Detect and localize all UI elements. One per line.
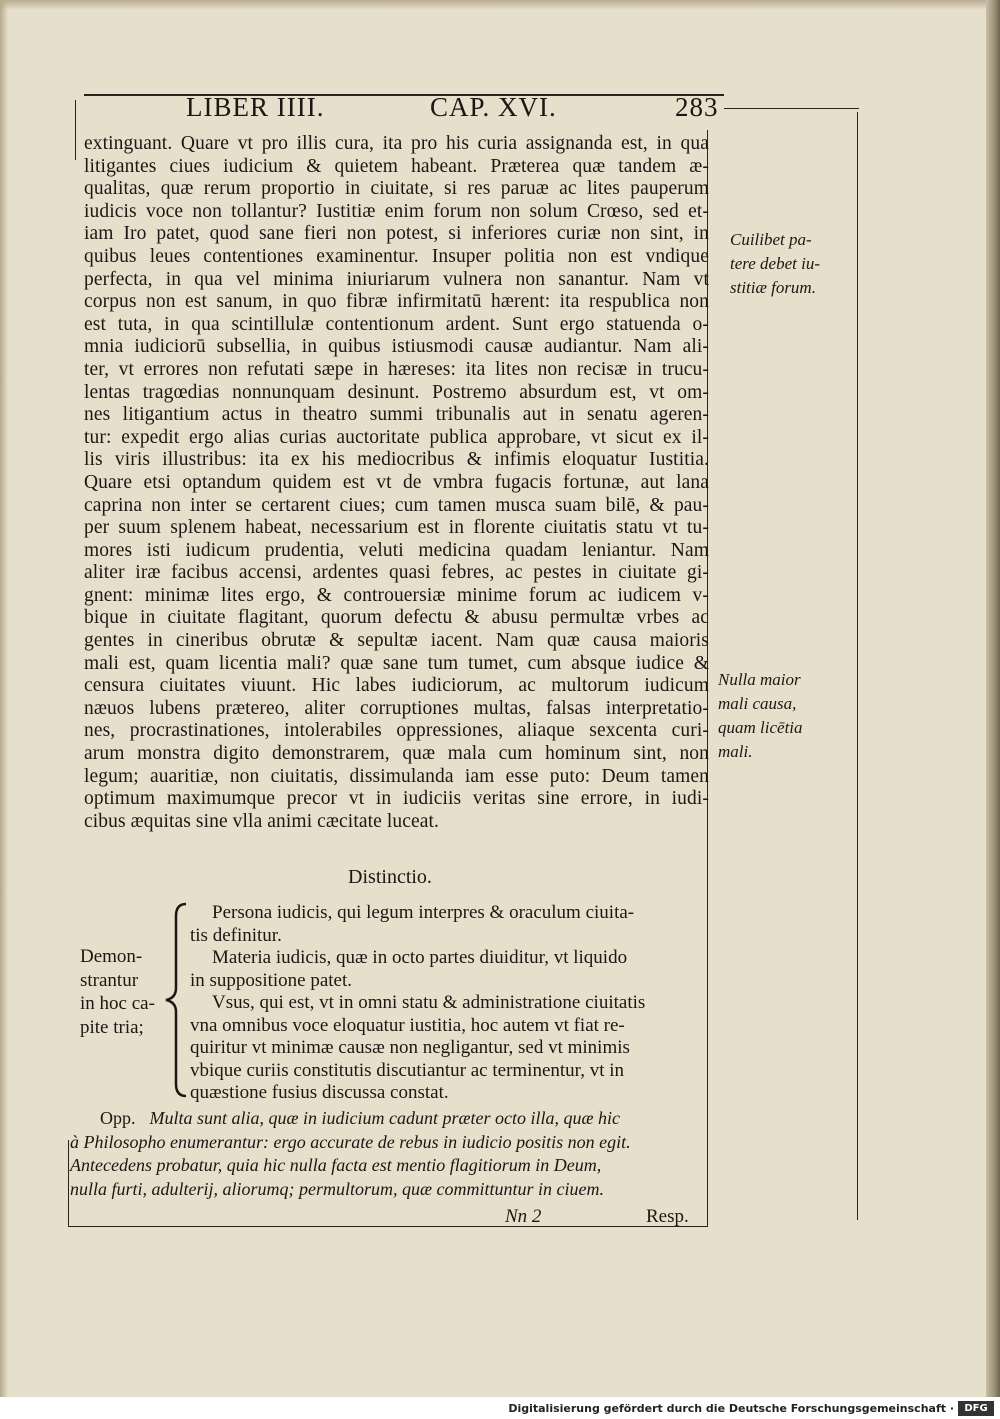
header-liber: LIBER IIII. [186,92,325,122]
curly-brace-icon [158,900,194,1100]
catchword: Resp. [646,1206,689,1227]
margin-note-line: quam licētia [718,718,803,737]
signature-mark: Nn 2 [505,1206,542,1227]
margin-note-line: Nulla maior [718,670,801,689]
left-frame-rule [75,100,76,160]
text-line: gentes in cineribus obrutæ & sepultæ iacent. Nam quæ causa maioris [84,630,709,652]
margin-note-line: Cuilibet pa- [730,230,812,249]
text-line: cibus æquitas sine vlla animi cæcitate luceat. [84,810,439,832]
header-cap: CAP. XVI. [430,92,557,122]
text-line: mali est, quam licentia mali? quæ sane tum tumet, cum absque iudice & [84,652,709,674]
opp-line: Antecedens probatur, quia hic nulla facta est mentio flagitiorum in Deum, [70,1155,602,1175]
distinctio-heading: Distinctio. [348,866,432,888]
opp-line: à Philosopho enumerantur: ergo accurate de rebus in iudicio positis non egit. [70,1131,631,1152]
margin-note-line: mali causa, [718,694,797,713]
text-line: iam Iro patet, quod sane fieri non potest, si inferiores curiæ non sint, in [84,223,709,245]
item-line: quæstione fusius discussa constat. [190,1082,449,1103]
text-line: næuos lubens prætereo, aliter corruptiones multas, falsas interpretatio- [84,697,709,719]
text-line: caprina non inter se certarent ciues; cum tamen musca suam bilē, & pau- [84,494,709,516]
text-line: quibus leues contentiones examinentur. Insuper politia non est vndique [84,245,709,267]
demonstrantur-line: pite tria; [80,1016,144,1038]
dfg-logo: DFG [958,1401,994,1416]
demonstrantur-label [80,945,155,1039]
dfg-credit-text: Digitalisierung gefördert durch die Deutsche Forschungsgemeinschaft · [508,1402,954,1415]
margin-note-1 [730,228,820,300]
margin-note-line: tere debet iu- [730,254,820,273]
text-line: nes, procrastinationes, intolerabiles oppressiones, aliaque sexcenta curi- [84,720,709,742]
item-line: Vsus, qui est, vt in omni statu & administratione ciuitatis [212,992,646,1013]
page-top-edge [0,0,1000,10]
text-line: per suum splenem habeat, necessarium est in florente ciuitatis statu vt tu- [84,517,709,539]
text-line: Quare etsi optandum quidem est vt de vmbra fugacis fortunæ, aut lana [84,471,709,493]
demonstrantur-line: Demon- [80,946,143,967]
text-line: ter, vt errores non refutati sæpe in hæreses: ita lites non recisæ in trucu- [84,358,709,380]
text-line: bique in ciuitate flagitant, quorum defectu & abusu permultæ vrbes ac [84,607,709,629]
objection-block [70,1107,700,1201]
page-number: 283 [675,92,719,122]
text-line: litigantes ciues iudicium & quietem habeant. Præterea quæ tandem æ- [84,155,709,177]
text-line: lentas tragœdias nonnunquam desinunt. Postremo absurdum est, vt om- [84,381,709,403]
text-line: optimum maximumque precor vt in iudiciis veritas sine errore, in iudi- [84,788,709,810]
text-line: nes litigantium actus in theatro summi tribunalis aut in senatu ageren- [84,404,709,426]
text-line: arum monstra digito demonstrarem, quæ mala cum hominum sint, non [84,743,709,765]
page-left-edge [0,0,8,1397]
text-line: aliter iræ facibus accensi, ardentes quasi febres, ac pestes in ciuitate gi- [84,562,709,584]
margin-right-rule [857,112,858,1220]
text-line: censura ciuitates viuunt. Hic labes iudiciorum, ac multorum iudicum [84,675,709,697]
text-line: tur: expedit ergo alias curias auctoritate publica approbare, vt sicut ex il- [84,426,709,448]
demonstrantur-line: in hoc ca- [80,993,155,1014]
book-spine-edge [986,0,1000,1397]
text-line: lis viris illustribus: ita ex his mediocribus & infimis eloquatur Iustitia. [84,449,709,471]
text-line: qualitas, quæ rerum proportio in ciuitate, si res paruæ ac lites pauperum [84,178,709,200]
opp-line: nulla furti, adulterij, aliorumq; permultorum, quæ committuntur in ciuem. [70,1178,604,1199]
text-line: gnent: minimæ lites ergo, & controuersiæ minime forum ac iudicem v- [84,584,709,606]
item-line: Materia iudicis, quæ in octo partes diuiditur, vt liquido [212,947,628,968]
item-line: vbique curiis constitutis discutiantur ac terminentur, vt in [190,1059,625,1081]
bottom-rule [68,1226,708,1227]
item-line: quiritur vt minimæ causæ non negligantur, sed vt minimis [190,1037,630,1058]
item-line: vna omnibus voce eloquatur iustitia, hoc autem vt fiat re- [190,1014,625,1036]
text-line: legum; auaritiæ, non ciuitatis, dissimulanda iam esse puto: Deum tamen [84,765,709,787]
item-line: Persona iudicis, qui legum interpres & oraculum ciuita- [212,902,635,923]
text-line: mnia iudiciorū subsellia, in quibus istiusmodi causæ audiantur. Nam ali- [84,336,709,358]
left-bottom-rule [68,1140,69,1226]
margin-note-line: mali. [718,742,753,761]
text-line: corpus non est sanum, in quo fibræ infirmitatū hærent: ita respublica non [84,291,709,313]
main-text-block [84,133,709,833]
margin-note-2 [718,668,803,764]
text-line: iudicis voce non tollantur? Iustitiæ enim forum non solum Crœso, sed et- [84,200,709,222]
opp-line: Multa sunt alia, quæ in iudicium cadunt præter octo illa, quæ hic [149,1108,620,1128]
distinctio-items [190,902,695,1105]
text-line: perfecta, in qua vel minima iniuriarum vulnera non sanantur. Nam vt [84,268,709,290]
margin-top-rule [724,108,859,109]
margin-note-line: stitiæ forum. [730,278,816,297]
text-line: extinguant. Quare vt pro illis cura, ita pro his curia assignanda est, in qua [84,133,709,154]
text-line: est tuta, in qua scintillulæ contentionum ardent. Sunt ergo statuenda o- [84,313,709,335]
item-line: in suppositione patet. [190,969,353,991]
text-line: mores isti iudicum prudentia, veluti medicina quadam leniantur. Nam [84,539,709,561]
running-header [100,92,719,126]
opp-label: Opp. [100,1108,136,1128]
demonstrantur-line: strantur [80,969,139,991]
item-line: tis definitur. [190,924,282,946]
